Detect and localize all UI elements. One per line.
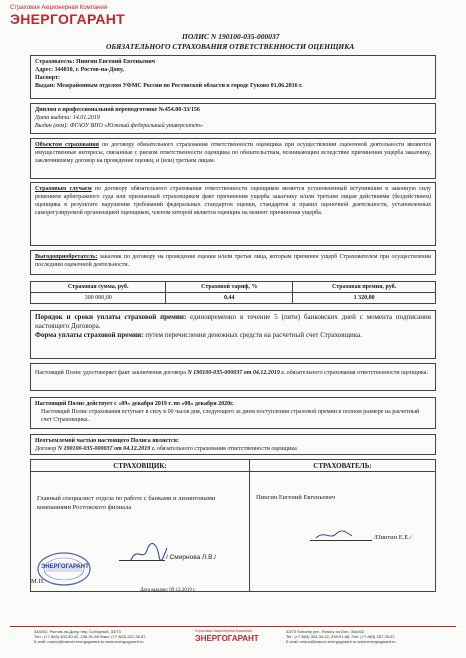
footer-address-en: 33/73 Soborny per., Rostov on Don, 344002 Tel.: (+7 863) 303-30-42, 238-91-68, Fax: (+7 863) 267-35-87 E-mail: rostov@branch.energogarant.ru www.energogarant.ru <box>286 629 396 644</box>
sums-header-row <box>31 282 436 293</box>
confirm-text-c: обязательного страхования ответственности оценщика. <box>285 370 428 376</box>
payment-form-label: Форма уплаты страховой премии: <box>35 331 144 339</box>
footer-divider <box>10 626 456 627</box>
payment-order-label: Порядок и сроки уплаты страховой премии: <box>35 313 187 321</box>
insured-event-block <box>30 182 436 246</box>
validity-period: Настоящий Полис действует с «09» декабря 2019 г. по «08» декабря 2020г. <box>35 401 234 407</box>
rate-header: Страховой тариф, % <box>166 282 293 293</box>
insured-event-label: Страховым случаем <box>35 186 92 192</box>
confirm-text-a: Настоящий Полис удостоверяет факт заключения договора <box>35 370 188 376</box>
sums-table <box>30 281 436 304</box>
stamp-logo-text: ЭНЕРГОГАРАНТ <box>41 564 89 570</box>
insurer-signature-icon <box>129 542 169 564</box>
payment-block <box>30 310 436 359</box>
confirm-contract-number: N 190100-035-000037 от 04.12.2019 г. <box>187 370 286 376</box>
footer-address-ru: 344002, Ростов-на-Дону, пер. Соборный, 33/73 Тел.: (+7 863) 303-30-42, 238-91-68 Факс: (+7 863) 267-35-87 E-mail: rostov@branch.energogarant.ru www.energogarant.ru <box>34 629 146 644</box>
object-block <box>30 138 436 179</box>
payment-order-text: единовременно в течение 5 (пяти) банковских дней с момента подписания настоящего Договора. <box>35 313 432 330</box>
insured-name: Пингин Евгений Евгеньевич <box>75 59 156 65</box>
beneficiary-text: заказчик по договору на проведение оценки и/или третьи лица, которым причинен ущерб Страхователем при осуществлении последним оценочной деятельности. <box>35 254 431 268</box>
insurer-column <box>31 460 250 591</box>
premium-header: Страховая премия, руб. <box>293 282 436 293</box>
premium-value: 1 320,00 <box>293 293 436 304</box>
signatures-block <box>30 459 436 592</box>
insured-heading: СТРАХОВАТЕЛЬ: <box>250 460 435 472</box>
object-text: по договору обязательного страхования ответственности оценщика при осуществлении оценочной деятельности являются имущественные интересы, связанные с риском ответственности оценщика по обязательствам, возникающим вследствие причинения ущерба заказчику, заключившему договор на проведение оценки, и (или) третьим лицам. <box>35 142 431 164</box>
policy-number: ПОЛИС N 190100-035-000037 <box>182 32 280 41</box>
insured-event-text: по договору обязательного страхования ответственности оценщиков является установленный вступившим в законную силу решением арбитражного суда или признанный страховщиком факт причинения ущерба заказчику и/или третьим лицам действиями (бездействием) оценщика в результате нарушения требований федеральных стандартов оценки, стандартов и правил оценочной деятельности, установленных саморегулируемой организацией оценщиков, членом которой является оценщик на момент причинения ущерба. <box>35 186 431 216</box>
diploma-date: Дата выдачи: 14.01.2019 <box>35 115 100 121</box>
sum-header: Страховая сумма, руб. <box>31 282 166 293</box>
insurer-position: Главный специалист отдела по работе с банками и лизинговыми компаниями Ростовского филиала <box>37 495 216 511</box>
beneficiary-label: Выгодоприобретатель: <box>35 254 98 260</box>
issue-date: Дата выдачи: 09.12.2019 г. <box>140 588 196 593</box>
company-stamp <box>37 552 91 588</box>
insured-sign-name: /Пингин Е.Е./ <box>374 534 412 541</box>
insured-block <box>30 55 436 99</box>
sums-value-row <box>31 293 436 304</box>
diploma-block <box>30 103 436 134</box>
policy-title: ОБЯЗАТЕЛЬНОГО СТРАХОВАНИЯ ОТВЕТСТВЕННОСТИ ОЦЕНЩИКА <box>106 42 355 51</box>
insured-column <box>250 460 435 591</box>
integral-block <box>30 434 436 455</box>
company-tagline: Страховая Акционерная Компания <box>10 5 108 11</box>
footer-tagline: Страховая Акционерная Компания <box>195 629 252 633</box>
beneficiary-block <box>30 250 436 275</box>
sum-value: 300 000,00 <box>31 293 166 304</box>
integral-text-c: обязательного страхования ответственности оценщика <box>155 446 297 452</box>
address-label: Адрес: <box>35 67 54 73</box>
stamp-label: М.П. <box>31 578 45 585</box>
insured-signer-name: Пингин Евгений Евгеньевич <box>256 494 336 501</box>
diploma-title: Диплом о профессиональной переподготовке №454.00-33/156 <box>35 107 200 113</box>
diploma-issuer: Выдан (кем): ФГАОУ ВПО «Южный федеральный университет» <box>35 123 203 129</box>
company-logo: ЭНЕРГОГАРАНТ <box>10 11 126 27</box>
passport-label: Паспорт: <box>35 75 60 81</box>
confirm-block <box>30 363 436 391</box>
validity-text: Настоящий Полис страхования вступает в силу в 00 часов дня, следующего за днем поступления страховой премии в полном размере на расчетный счет Страховщика. <box>41 409 420 423</box>
validity-block <box>30 397 436 429</box>
rate-value: 0,44 <box>166 293 293 304</box>
integral-contract-number: N 190100-035-000037 от 04.12.2019 г. <box>57 446 156 452</box>
payment-form-text: путем перечисления денежных средств на расчетный счет Страховщика. <box>143 331 362 339</box>
insurer-heading: СТРАХОВЩИК: <box>31 460 249 472</box>
integral-label: Неотъемлемой частью настоящего Полиса является: <box>35 438 179 444</box>
insurer-sign-name: / Смирнова Л.В./ <box>166 554 217 561</box>
insured-signature-icon <box>314 528 354 542</box>
integral-text-a: Договор <box>35 446 58 452</box>
issued-value: Межрайонным отделом УФМС России по Ростовской области в городе Гуково 01.06.2016 г. <box>56 83 303 89</box>
object-label: Объектом страхования <box>35 142 100 148</box>
issued-label: Выдан: <box>35 83 56 89</box>
address-value: 344010, г. Ростов-на-Дону, <box>54 67 124 73</box>
footer-logo: ЭНЕРГОГАРАНТ <box>195 634 259 643</box>
insured-name-label: Страхователь: <box>35 59 75 65</box>
